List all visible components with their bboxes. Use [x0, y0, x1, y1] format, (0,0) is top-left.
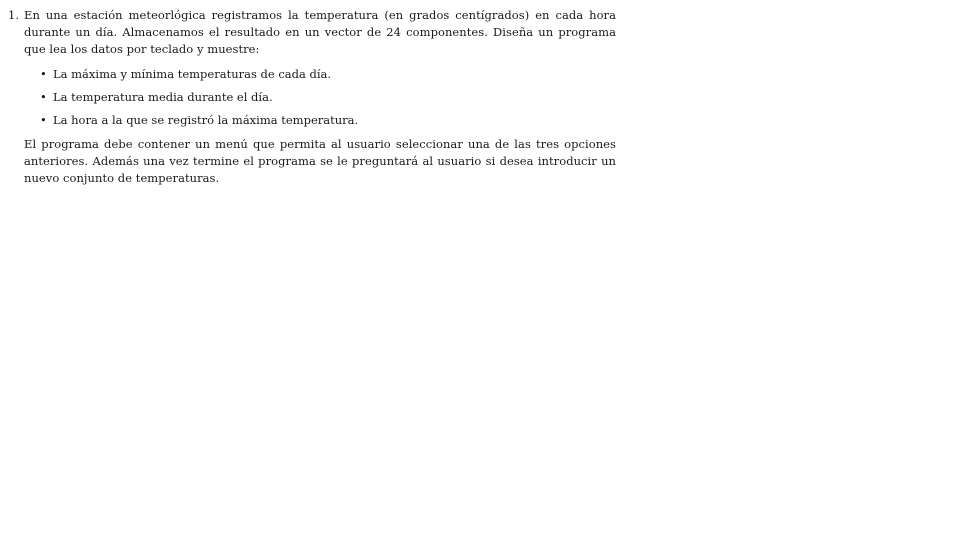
exercise-body	[24, 7, 616, 187]
exercise-closing: El programa debe contener un menú que permita al usuario seleccionar una de las tres opciones anteriores. Además una vez termine el programa se le preguntará al usuario si desea introducir un nuevo conjunto de temperaturas.	[24, 137, 616, 185]
list-item-text: La temperatura media durante el día.	[53, 90, 273, 104]
exercise-number: 1.	[8, 8, 19, 22]
requirements-list	[24, 66, 616, 129]
list-item	[40, 66, 616, 83]
exercise-1	[8, 7, 616, 187]
bullet-icon: •	[40, 113, 47, 127]
list-item-text: La máxima y mínima temperaturas de cada día.	[53, 67, 332, 81]
exercise-intro: En una estación meteorlógica registramos la temperatura (en grados centígrados) en cada hora durante un día. Almacenamos el resultado en un vector de 24 componentes. Diseña un programa que lea los datos por teclado y muestre:	[24, 8, 616, 56]
bullet-icon: •	[40, 90, 47, 104]
list-item	[40, 89, 616, 106]
bullet-icon: •	[40, 67, 47, 81]
list-item-text: La hora a la que se registró la máxima temperatura.	[53, 113, 359, 127]
list-item	[40, 112, 616, 129]
